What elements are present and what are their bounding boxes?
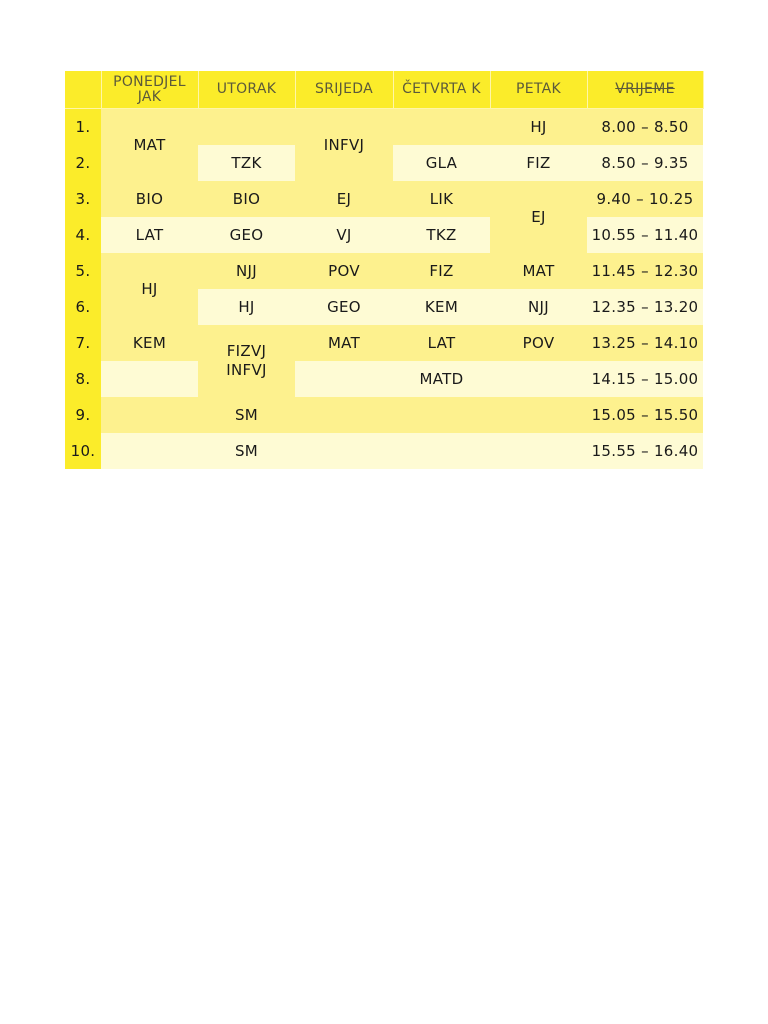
table-row bbox=[65, 397, 703, 433]
cell-tuesday: NJJ bbox=[198, 253, 295, 289]
cell-monday bbox=[101, 361, 198, 397]
header-friday: PETAK bbox=[490, 71, 587, 109]
cell-time: 14.15 – 15.00 bbox=[587, 361, 703, 397]
cell-monday: KEM bbox=[101, 325, 198, 361]
period-number: 6. bbox=[65, 289, 101, 325]
period-number: 7. bbox=[65, 325, 101, 361]
cell-monday: MAT bbox=[101, 109, 198, 182]
header-thursday: ČETVRTA K bbox=[393, 71, 490, 109]
cell-monday: BIO bbox=[101, 181, 198, 217]
cell-monday bbox=[101, 397, 198, 433]
cell-time: 8.00 – 8.50 bbox=[587, 109, 703, 146]
period-number: 2. bbox=[65, 145, 101, 181]
table-row bbox=[65, 361, 703, 397]
cell-tuesday: SM bbox=[198, 397, 295, 433]
cell-time: 15.05 – 15.50 bbox=[587, 397, 703, 433]
cell-time: 10.55 – 11.40 bbox=[587, 217, 703, 253]
period-number: 8. bbox=[65, 361, 101, 397]
cell-thursday: GLA bbox=[393, 145, 490, 181]
cell-friday: FIZ bbox=[490, 145, 587, 181]
header-tuesday: UTORAK bbox=[198, 71, 295, 109]
table-row bbox=[65, 433, 703, 469]
cell-time: 9.40 – 10.25 bbox=[587, 181, 703, 217]
cell-friday bbox=[490, 361, 587, 397]
cell-thursday: TKZ bbox=[393, 217, 490, 253]
cell-tuesday bbox=[198, 109, 295, 146]
table-row bbox=[65, 109, 703, 146]
cell-wednesday: POV bbox=[295, 253, 393, 289]
cell-thursday bbox=[393, 109, 490, 146]
table-row bbox=[65, 253, 703, 289]
period-number: 3. bbox=[65, 181, 101, 217]
cell-friday: POV bbox=[490, 325, 587, 361]
cell-wednesday: INFVJ bbox=[295, 109, 393, 182]
cell-time: 15.55 – 16.40 bbox=[587, 433, 703, 469]
cell-tuesday: BIO bbox=[198, 181, 295, 217]
cell-friday bbox=[490, 433, 587, 469]
cell-time: 8.50 – 9.35 bbox=[587, 145, 703, 181]
timetable bbox=[65, 71, 704, 469]
cell-monday: LAT bbox=[101, 217, 198, 253]
period-number: 4. bbox=[65, 217, 101, 253]
cell-thursday: LIK bbox=[393, 181, 490, 217]
table-row bbox=[65, 325, 703, 361]
cell-tuesday-text: FIZVJ INFVJ bbox=[226, 342, 267, 379]
period-number: 10. bbox=[65, 433, 101, 469]
cell-tuesday: HJ bbox=[198, 289, 295, 325]
period-number: 1. bbox=[65, 109, 101, 146]
period-number: 5. bbox=[65, 253, 101, 289]
cell-friday: MAT bbox=[490, 253, 587, 289]
cell-thursday: MATD bbox=[393, 361, 490, 397]
cell-tuesday: GEO bbox=[198, 217, 295, 253]
cell-time: 11.45 – 12.30 bbox=[587, 253, 703, 289]
period-number: 9. bbox=[65, 397, 101, 433]
cell-tuesday bbox=[198, 325, 295, 397]
cell-friday: HJ bbox=[490, 109, 587, 146]
header-corner bbox=[65, 71, 101, 109]
cell-monday: HJ bbox=[101, 253, 198, 325]
header-monday: PONEDJEL JAK bbox=[101, 71, 198, 109]
cell-tuesday: SM bbox=[198, 433, 295, 469]
cell-tuesday: TZK bbox=[198, 145, 295, 181]
cell-wednesday bbox=[295, 397, 393, 433]
cell-friday: EJ bbox=[490, 181, 587, 253]
cell-thursday: LAT bbox=[393, 325, 490, 361]
cell-time: 12.35 – 13.20 bbox=[587, 289, 703, 325]
table-row bbox=[65, 181, 703, 217]
header-time-label: VRIJEME bbox=[615, 81, 675, 97]
cell-wednesday: EJ bbox=[295, 181, 393, 217]
cell-wednesday: MAT bbox=[295, 325, 393, 361]
cell-thursday bbox=[393, 433, 490, 469]
cell-wednesday bbox=[295, 433, 393, 469]
header-time bbox=[587, 71, 703, 109]
cell-thursday bbox=[393, 397, 490, 433]
table-row bbox=[65, 217, 703, 253]
header-wednesday: SRIJEDA bbox=[295, 71, 393, 109]
header-row bbox=[65, 71, 703, 109]
cell-friday bbox=[490, 397, 587, 433]
cell-monday bbox=[101, 433, 198, 469]
cell-friday: NJJ bbox=[490, 289, 587, 325]
cell-thursday: FIZ bbox=[393, 253, 490, 289]
cell-thursday: KEM bbox=[393, 289, 490, 325]
cell-wednesday bbox=[295, 361, 393, 397]
cell-wednesday: GEO bbox=[295, 289, 393, 325]
cell-wednesday: VJ bbox=[295, 217, 393, 253]
cell-time: 13.25 – 14.10 bbox=[587, 325, 703, 361]
